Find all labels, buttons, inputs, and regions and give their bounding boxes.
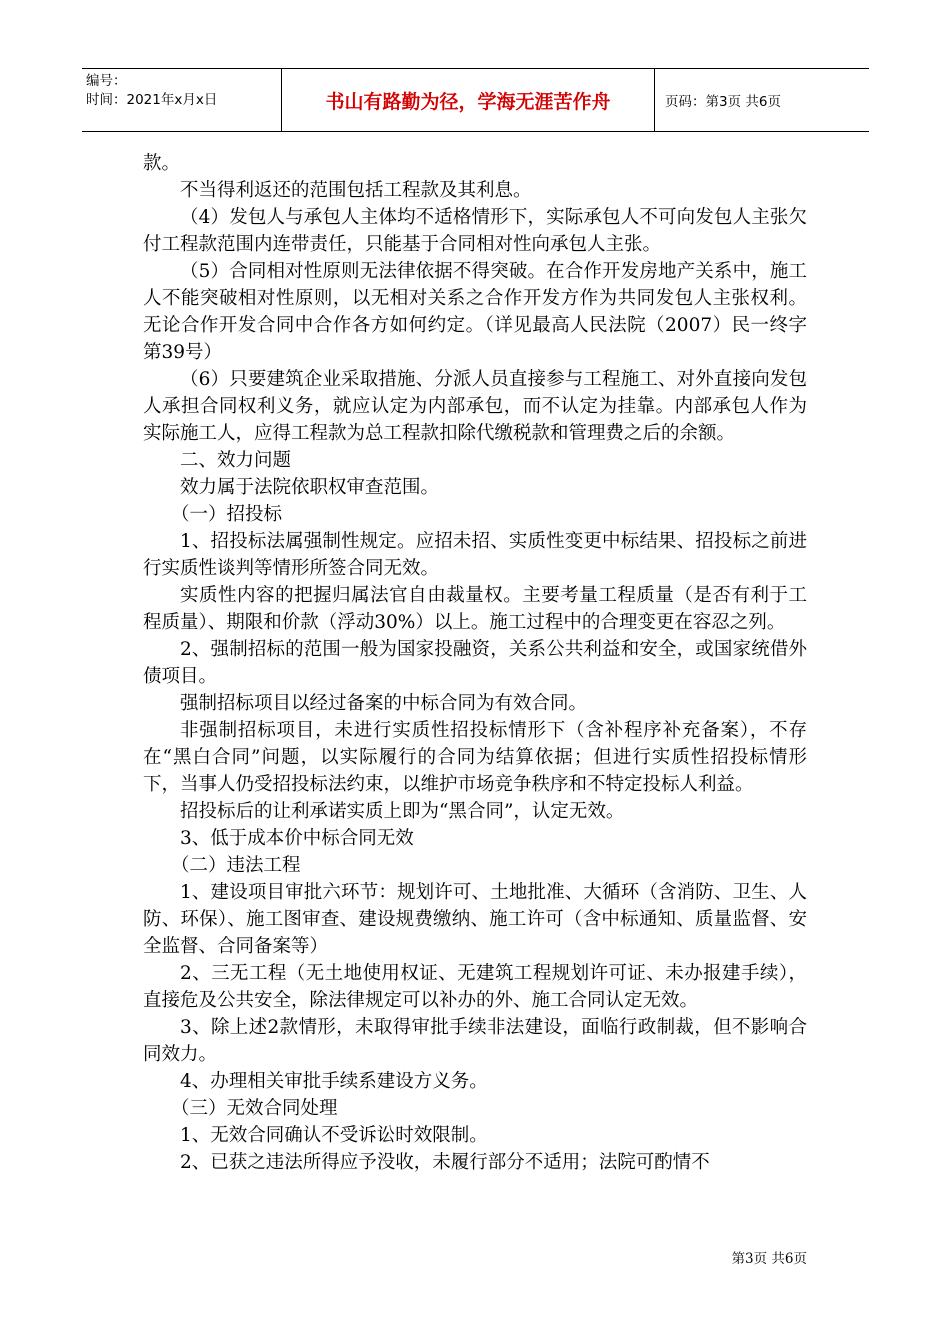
subsection-heading: （二）违法工程	[171, 855, 301, 876]
paragraph: 2、三无工程（无土地使用权证、无建筑工程规划许可证、未办报建手续），直接危及公共安全，除法律规定可以补办的外、施工合同认定无效。	[143, 963, 807, 1011]
header-time-label: 时间：2021年x月x日	[86, 92, 218, 108]
page-header	[82, 68, 869, 132]
paragraph: （6）只要建筑企业采取措施、分派人员直接参与工程施工、对外直接向发包人承担合同权利义务，就应认定为内部承包，而不认定为挂靠。内部承包人作为实际施工人，应得工程款为总工程款扣除代缴税款和管理费之后的余额。	[143, 369, 807, 444]
header-motto: 书山有路勤为径，学海无涯苦作舟	[282, 69, 655, 131]
paragraph: （5）合同相对性原则无法律依据不得突破。在合作开发房地产关系中，施工人不能突破相对性原则，以无相对关系之合作开发方作为共同发包人主张权利。无论合作开发合同中合作各方如何约定。（详见最高人民法院（2007）民一终字第39号）	[143, 261, 807, 363]
page-footer: 第3页 共6页	[731, 1251, 807, 1267]
paragraph: 强制招标项目以经过备案的中标合同为有效合同。	[180, 693, 588, 714]
section-heading: 二、效力问题	[180, 450, 292, 471]
paragraph: 效力属于法院依职权审查范围。	[180, 477, 440, 498]
paragraph: （4）发包人与承包人主体均不适格情形下，实际承包人不可向发包人主张欠付工程款范围内连带责任，只能基于合同相对性向承包人主张。	[143, 207, 807, 255]
header-number-label: 编号：	[86, 73, 127, 89]
document-body	[143, 150, 807, 1176]
paragraph: 不当得利返还的范围包括工程款及其利息。	[180, 180, 532, 201]
header-page-label: 页码：第3页 共6页	[665, 94, 781, 110]
paragraph: 款。	[143, 153, 181, 174]
header-meta	[82, 69, 282, 131]
paragraph: 1、无效合同确认不受诉讼时效限制。	[180, 1125, 488, 1146]
paragraph: 实质性内容的把握归属法官自由裁量权。主要考量工程质量（是否有利于工程质量）、期限和价款（浮动30%）以上。施工过程中的合理变更在容忍之列。	[143, 585, 807, 633]
paragraph: 4、办理相关审批手续系建设方义务。	[180, 1071, 488, 1092]
paragraph: 3、低于成本价中标合同无效	[180, 828, 414, 849]
paragraph: 2、已获之违法所得应予没收，未履行部分不适用；法院可酌情不	[180, 1152, 710, 1173]
paragraph: 2、强制招标的范围一般为国家投融资，关系公共利益和安全，或国家统借外债项目。	[143, 639, 807, 687]
paragraph: 招投标后的让利承诺实质上即为“黑合同”，认定无效。	[180, 801, 625, 822]
subsection-heading: （一）招投标	[171, 504, 283, 525]
paragraph: 3、除上述2款情形，未取得审批手续非法建设，面临行政制裁，但不影响合同效力。	[143, 1017, 807, 1065]
paragraph: 1、建设项目审批六环节：规划许可、土地批准、大循环（含消防、卫生、人防、环保）、施工图审查、建设规费缴纳、施工许可（含中标通知、质量监督、安全监督、合同备案等）	[143, 882, 807, 957]
paragraph: 非强制招标项目，未进行实质性招投标情形下（含补程序补充备案），不存在“黑白合同”问题，以实际履行的合同为结算依据；但进行实质性招投标情形下，当事人仍受招投标法约束，以维护市场竞争秩序和不特定投标人利益。	[143, 720, 807, 795]
paragraph: 1、招投标法属强制性规定。应招未招、实质性变更中标结果、招投标之前进行实质性谈判等情形所签合同无效。	[143, 531, 807, 579]
subsection-heading: （三）无效合同处理	[171, 1098, 338, 1119]
